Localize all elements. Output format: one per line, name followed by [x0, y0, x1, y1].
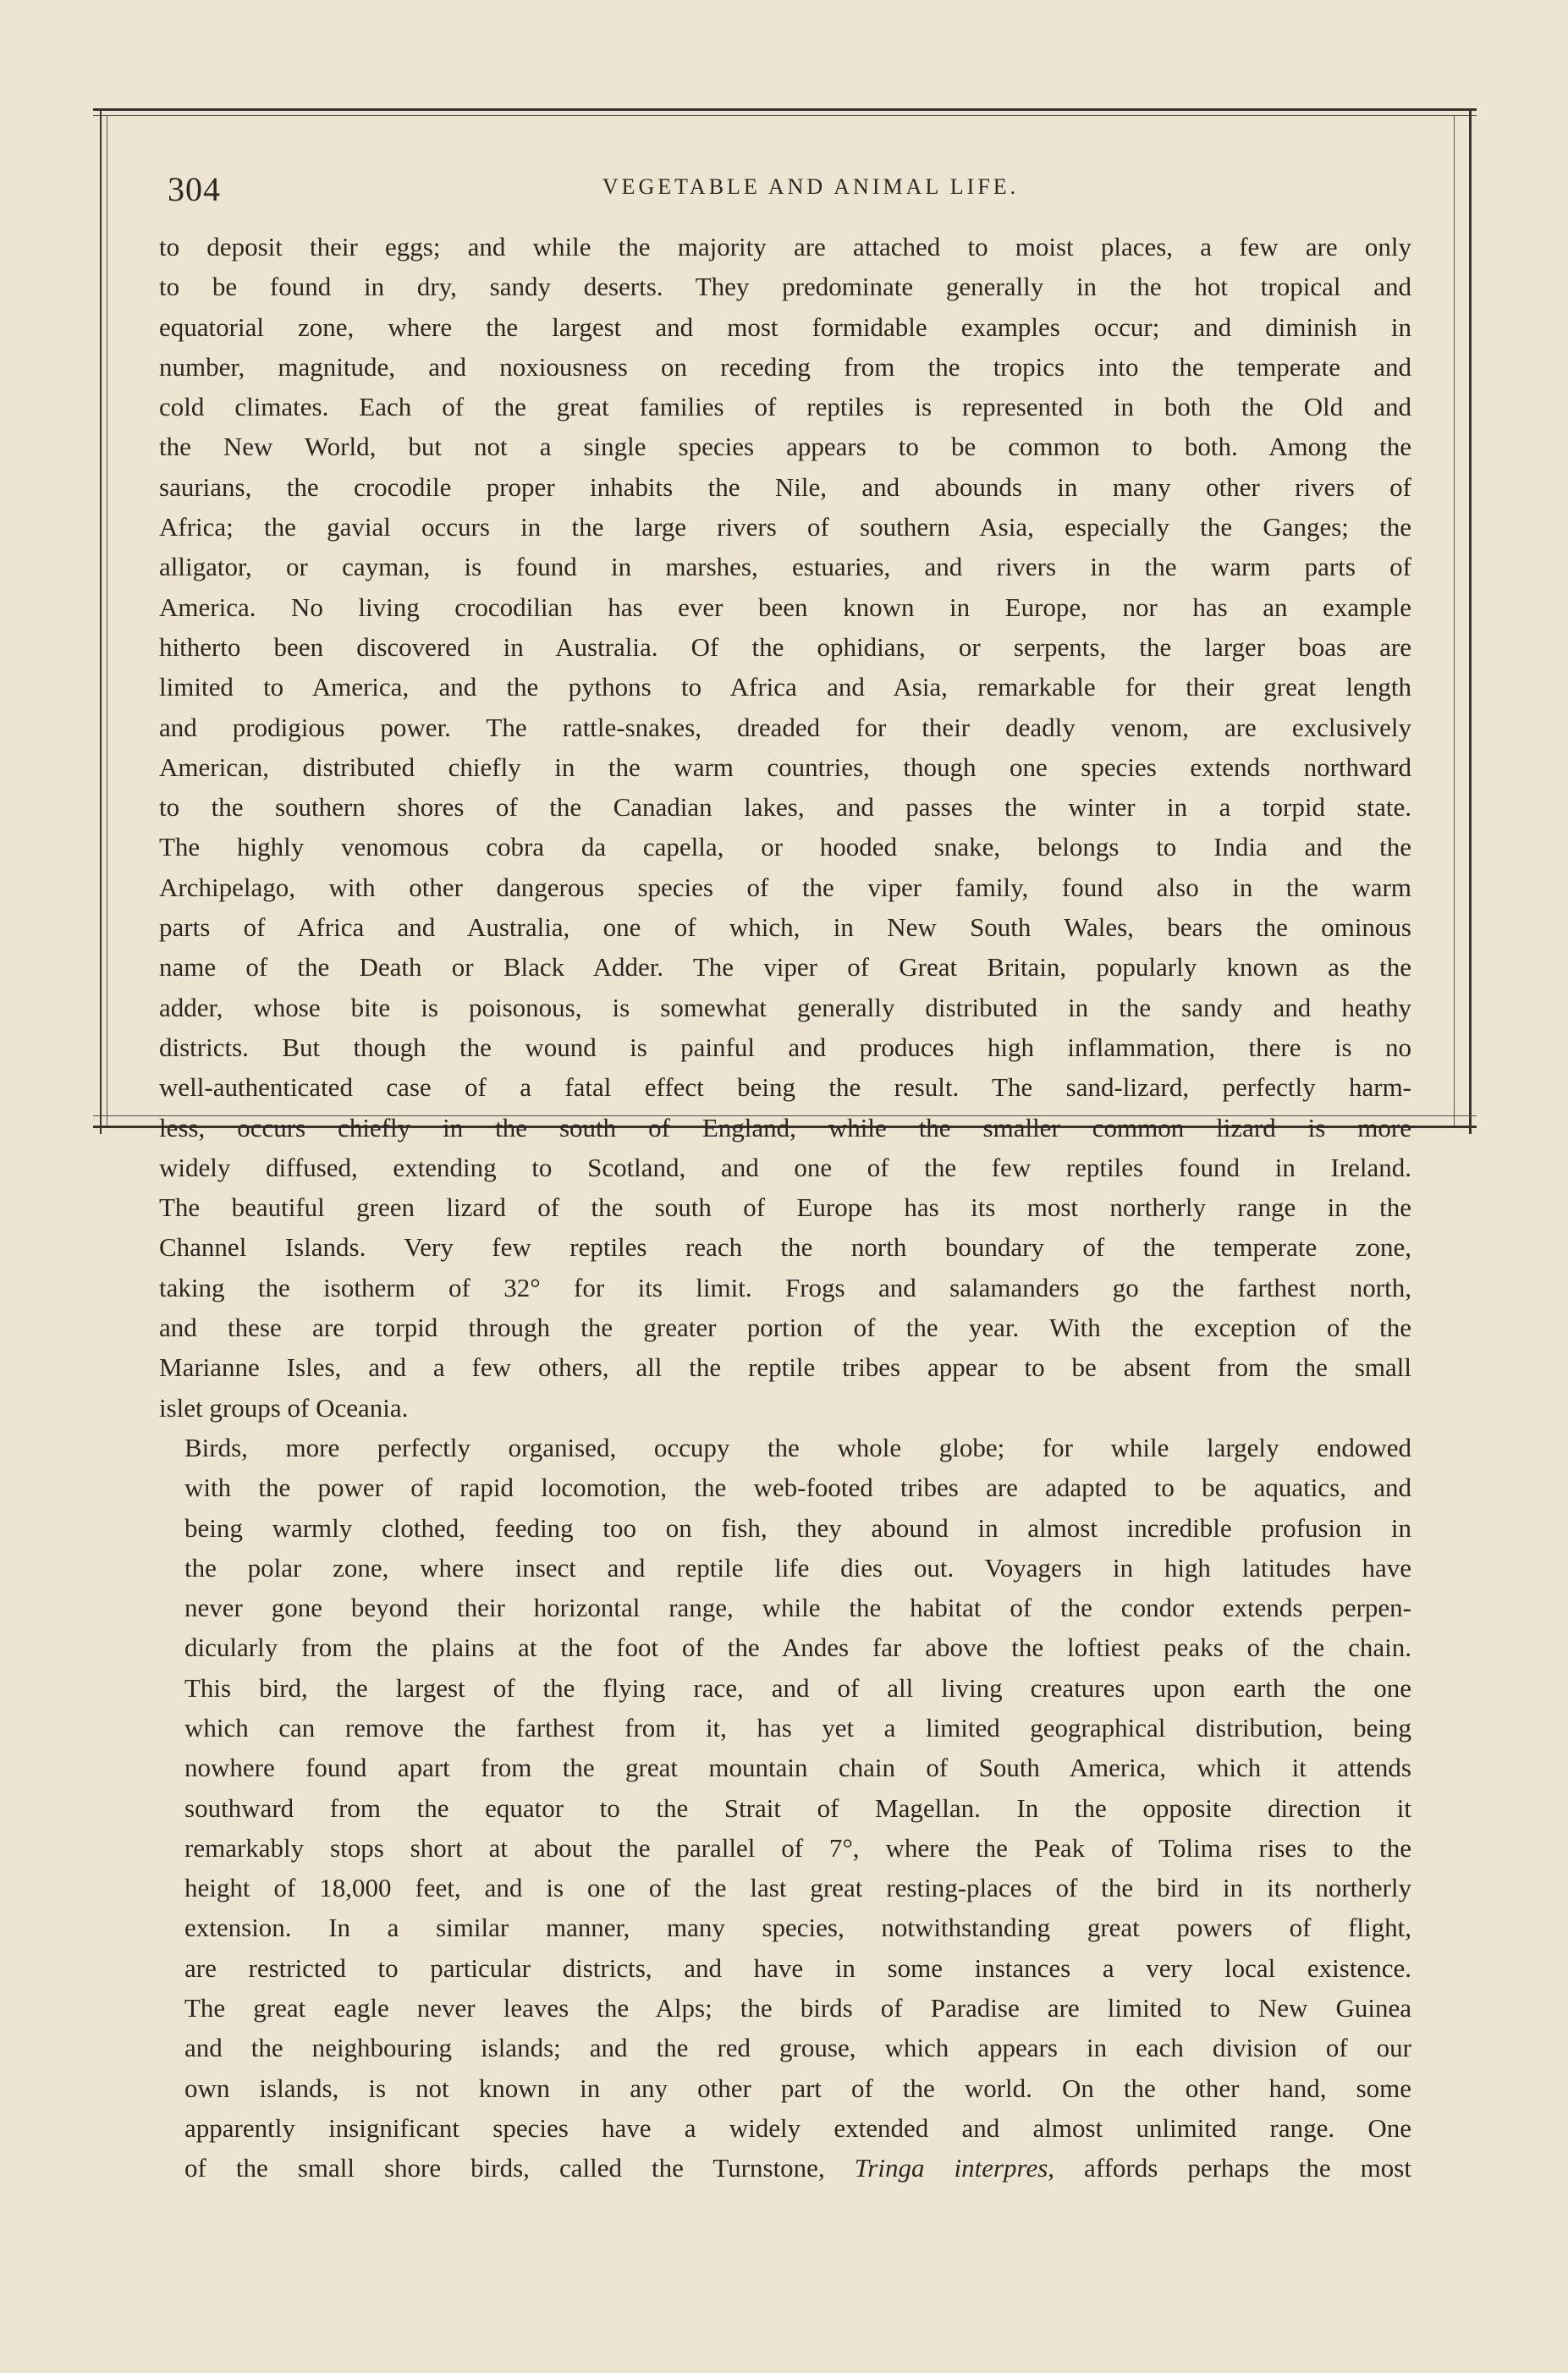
text-line: The beautiful green lizard of the south of Europe has its most northerly range in the [159, 1192, 1411, 1223]
text-line: American, distributed chiefly in the warm countries, though one species extends northward [159, 752, 1411, 782]
text-line: America. No living crocodilian has ever been known in Europe, nor has an example [159, 592, 1411, 622]
text-line: height of 18,000 feet, and is one of the last great resting-places of the bird in its northerly [184, 1873, 1411, 1903]
text-line: less, occurs chiefly in the south of England, while the smaller common lizard is more [159, 1112, 1411, 1142]
text-line: saurians, the crocodile proper inhabits the Nile, and abounds in many other rivers of [159, 471, 1411, 502]
species-name-italic: Tringa interpres [854, 2153, 1048, 2183]
text-line: the New World, but not a single species appears to be common to both. Among the [159, 432, 1411, 462]
text-line: being warmly clothed, feeding too on fish, they abound in almost incredible profusion in [184, 1512, 1411, 1543]
text-line: Marianne Isles, and a few others, all the reptile tribes appear to be absent from the small [159, 1352, 1411, 1383]
text-line: hitherto been discovered in Australia. Of the ophidians, or serpents, the larger boas are [159, 631, 1411, 662]
text-line: with the power of rapid locomotion, the web-footed tribes are adapted to be aquatics, and [184, 1473, 1411, 1503]
text-line: to deposit their eggs; and while the majority are attached to moist places, a few are only [159, 232, 1411, 262]
running-title: VEGETABLE AND ANIMAL LIFE. [602, 174, 1020, 199]
text-line: never gone beyond their horizontal range, while the habitat of the condor extends perpen- [184, 1593, 1411, 1623]
text-line: are restricted to particular districts, and have in some instances a very local existence. [184, 1952, 1411, 1983]
text-line: limited to America, and the pythons to Africa and Asia, remarkable for their great length [159, 672, 1411, 702]
text-line: adder, whose bite is poisonous, is somewhat generally distributed in the sandy and heathy [159, 992, 1411, 1022]
text-line: widely diffused, extending to Scotland, and one of the few reptiles found in Ireland. [159, 1152, 1411, 1182]
text-line-part: of the small shore birds, called the Turnstone, [184, 2153, 855, 2183]
text-line: the polar zone, where insect and reptile life dies out. Voyagers in high latitudes have [184, 1552, 1411, 1583]
text-line: number, magnitude, and noxiousness on receding from the tropics into the temperate and [159, 351, 1411, 382]
frame-rule-left [100, 108, 102, 1134]
text-line: and prodigious power. The rattle-snakes, dreaded for their deadly venom, are exclusively [159, 712, 1411, 742]
text-line [159, 2148, 1411, 2188]
frame-rule-top [93, 108, 1477, 111]
text-line: and the neighbouring islands; and the red grouse, which appears in each division of our [184, 2033, 1411, 2063]
text-line: to the southern shores of the Canadian lakes, and passes the winter in a torpid state. [159, 792, 1411, 823]
text-line: parts of Africa and Australia, one of which, in New South Wales, bears the ominous [159, 912, 1411, 943]
text-line: The highly venomous cobra da capella, or hooded snake, belongs to India and the [159, 832, 1411, 862]
text-line: The great eagle never leaves the Alps; the birds of Paradise are limited to New Guinea [184, 1993, 1411, 2023]
paragraph-reptiles [159, 227, 1411, 1428]
text-line: taking the isotherm of 32° for its limit. Frogs and salamanders go the farthest north, [159, 1272, 1411, 1302]
frame-rule-right [1469, 108, 1472, 1134]
text-line: This bird, the largest of the flying race, and of all living creatures upon earth the one [184, 1672, 1411, 1703]
text-line: districts. But though the wound is painful and produces high inflammation, there is no [159, 1032, 1411, 1062]
text-line: to be found in dry, sandy deserts. They predominate generally in the hot tropical and [159, 272, 1411, 302]
body-text [159, 227, 1411, 2189]
paragraph-birds [159, 1428, 1411, 2189]
text-line: alligator, or cayman, is found in marshes, estuaries, and rivers in the warm parts of [159, 552, 1411, 582]
text-line: southward from the equator to the Strait of Magellan. In the opposite direction it [184, 1792, 1411, 1823]
text-line: apparently insignificant species have a widely extended and almost unlimited range. One [184, 2112, 1411, 2143]
text-line: own islands, is not known in any other part of the world. On the other hand, some [184, 2073, 1411, 2103]
text-line: dicularly from the plains at the foot of the Andes far above the loftiest peaks of the chain. [184, 1632, 1411, 1663]
text-line: name of the Death or Black Adder. The viper of Great Britain, popularly known as the [159, 952, 1411, 983]
page-number: 304 [168, 170, 221, 208]
text-line: nowhere found apart from the great mountain chain of South America, which it attends [184, 1753, 1411, 1783]
text-line: Channel Islands. Very few reptiles reach the north boundary of the temperate zone, [159, 1232, 1411, 1263]
text-line: equatorial zone, where the largest and most formidable examples occur; and diminish in [159, 311, 1411, 342]
text-line: cold climates. Each of the great families of reptiles is represented in both the Old and [159, 392, 1411, 422]
frame-rule-right-inner [1454, 115, 1455, 1127]
text-line: Archipelago, with other dangerous species of the viper family, found also in the warm [159, 872, 1411, 902]
page-header [159, 169, 1428, 212]
text-line: islet groups of Oceania. [159, 1392, 409, 1423]
text-line: extension. In a similar manner, many species, notwithstanding great powers of flight, [184, 1913, 1411, 1943]
text-line: well-authenticated case of a fatal effect being the result. The sand-lizard, perfectly harm- [159, 1072, 1411, 1103]
text-line: which can remove the farthest from it, has yet a limited geographical distribution, being [184, 1712, 1411, 1743]
text-line: and these are torpid through the greater portion of the year. With the exception of the [159, 1313, 1411, 1343]
text-line: Birds, more perfectly organised, occupy the whole globe; for while largely endowed [184, 1432, 1411, 1462]
text-line: remarkably stops short at about the parallel of 7°, where the Peak of Tolima rises to the [184, 1832, 1411, 1863]
text-line: Africa; the gavial occurs in the large rivers of southern Asia, especially the Ganges; the [159, 512, 1411, 542]
frame-rule-top-inner [93, 115, 1477, 116]
text-line-part: , affords perhaps the most [1048, 2153, 1411, 2183]
